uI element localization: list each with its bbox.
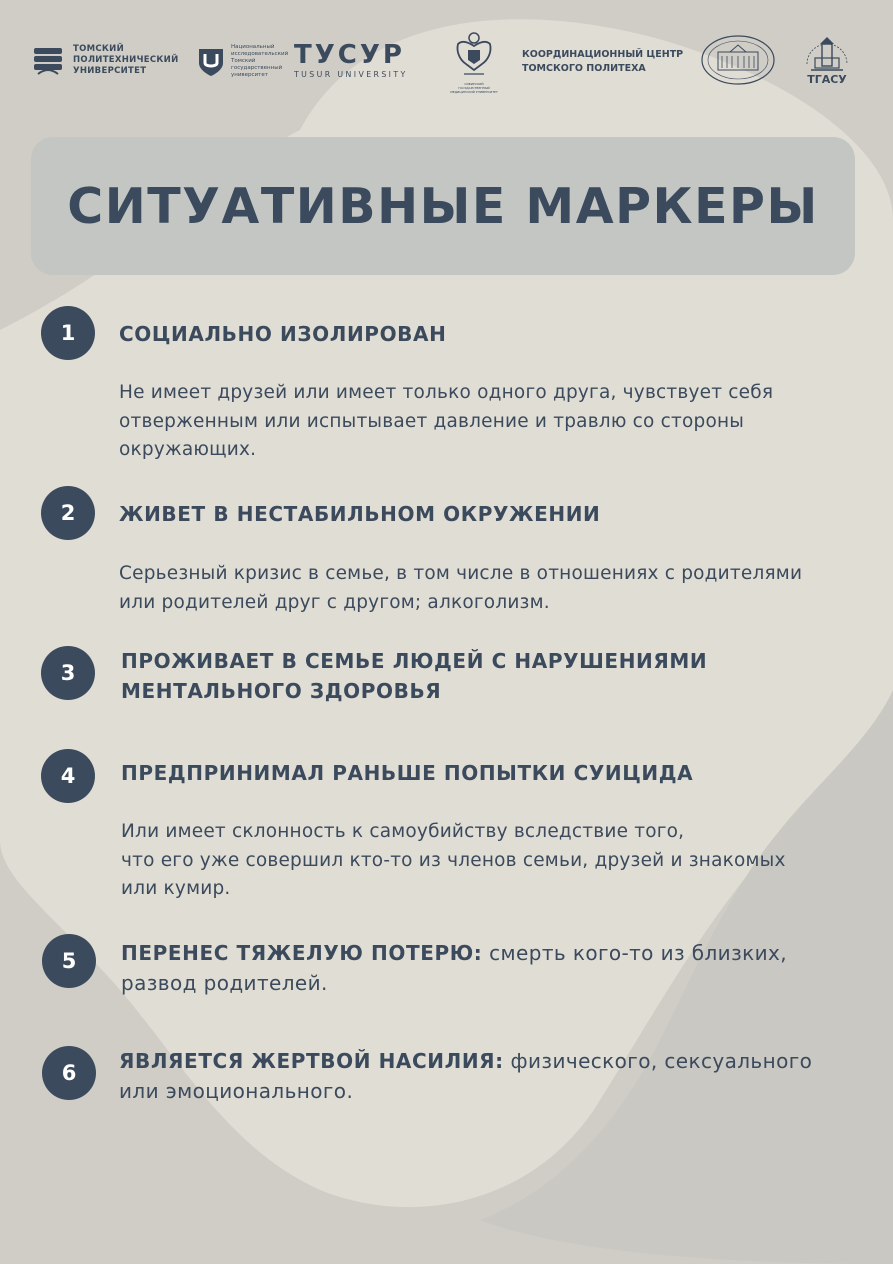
item-heading-line: развод родителей. [121, 971, 328, 995]
tgu-line-3: Томский [231, 58, 256, 64]
item-description-line: отверженным или испытывает давление и травлю со стороны [119, 410, 745, 432]
tusur-title: ТУСУР [294, 40, 405, 70]
tgu-shield-icon [197, 47, 225, 77]
item-description-line: или родителей друг с другом; алкоголизм. [119, 591, 550, 613]
item-heading [121, 938, 787, 998]
item-description [119, 379, 773, 465]
item-heading [119, 1046, 812, 1106]
item-description-line: окружающих. [119, 439, 257, 460]
logo-bar [0, 30, 893, 100]
item-heading-rest: смерть кого-то из близких, [482, 941, 787, 965]
page-title: СИТУАТИВНЫЕ МАРКЕРЫ [67, 177, 819, 235]
crest-caption: СИБИРСКИЙ ГОСУДАРСТВЕННЫЙ МЕДИЦИНСКИЙ УНИВЕРСИТЕТ [450, 82, 498, 94]
tgu-logo [197, 44, 288, 79]
item-description-line: или кумир. [121, 878, 231, 899]
tgasu-name: ТГАСУ [807, 73, 847, 86]
tgpu-building-seal-icon [700, 34, 776, 86]
title-banner [31, 137, 855, 275]
item-heading-line: МЕНТАЛЬНОГО ЗДОРОВЬЯ [121, 679, 442, 703]
item-heading-line: ПРЕДПРИНИМАЛ РАНЬШЕ ПОПЫТКИ СУИЦИДА [121, 761, 694, 785]
item-heading-bold: ПЕРЕНЕС ТЯЖЕЛУЮ ПОТЕРЮ: [121, 941, 483, 965]
item-description [119, 560, 802, 617]
item-description-line: Не имеет друзей или имеет только одного друга, чувствует себя [119, 382, 774, 403]
item-heading [119, 319, 446, 349]
tgpu-logo [700, 34, 776, 86]
item-number-badge: 4 [41, 749, 95, 803]
item-heading-line: ПРОЖИВАЕТ В СЕМЬЕ ЛЮДЕЙ С НАРУШЕНИЯМИ [121, 649, 708, 673]
tpu-line-1: ТОМСКИЙ [73, 44, 124, 54]
item-heading-line [119, 1046, 812, 1076]
tgu-line-2: исследовательский [231, 51, 289, 57]
tgu-line-5: университет [231, 72, 268, 78]
item-heading-line [121, 938, 787, 968]
item-heading [121, 758, 693, 788]
coord-line-2: ТОМСКОГО ПОЛИТЕХА [522, 63, 646, 74]
item-number-badge: 2 [41, 486, 95, 540]
item-heading [119, 499, 600, 529]
tgu-line-1: Национальный [231, 44, 275, 50]
eagle-crest-icon [452, 30, 496, 82]
item-number-badge: 5 [42, 934, 96, 988]
item-heading-line: ЖИВЕТ В НЕСТАБИЛЬНОМ ОКРУЖЕНИИ [119, 502, 601, 526]
item-description-line: Или имеет склонность к самоубийству вследствие того, [121, 821, 685, 842]
sibgmu-logo [449, 30, 499, 94]
item-number-badge: 1 [41, 306, 95, 360]
tusur-subtitle: TUSUR UNIVERSITY [294, 70, 408, 79]
item-number-badge: 3 [41, 646, 95, 700]
item-heading-line: или эмоционального. [119, 1079, 354, 1103]
item-heading [121, 646, 707, 706]
coordination-center-logo [522, 48, 683, 76]
tpu-logo [33, 44, 179, 77]
item-heading-line: СОЦИАЛЬНО ИЗОЛИРОВАН [119, 322, 447, 346]
item-description [121, 818, 786, 904]
tgu-line-4: государственный [231, 65, 283, 71]
item-heading-rest: физического, сексуального [503, 1049, 813, 1073]
item-heading-bold: ЯВЛЯЕТСЯ ЖЕРТВОЙ НАСИЛИЯ: [119, 1049, 504, 1073]
item-description-line: Серьезный кризис в семье, в том числе в отношениях с родителями [119, 563, 803, 584]
coord-line-1: КООРДИНАЦИОННЫЙ ЦЕНТР [522, 49, 684, 60]
tpu-line-3: УНИВЕРСИТЕТ [73, 66, 147, 76]
tgasu-tower-icon [801, 34, 853, 76]
item-number-badge: 6 [42, 1046, 96, 1100]
item-description-line: что его уже совершил кто-то из членов семьи, друзей и знакомых [121, 849, 786, 871]
tgasu-logo [801, 34, 853, 86]
tpu-emblem-icon [33, 46, 63, 76]
tpu-line-2: ПОЛИТЕХНИЧЕСКИЙ [73, 55, 179, 65]
tusur-logo [294, 42, 408, 79]
